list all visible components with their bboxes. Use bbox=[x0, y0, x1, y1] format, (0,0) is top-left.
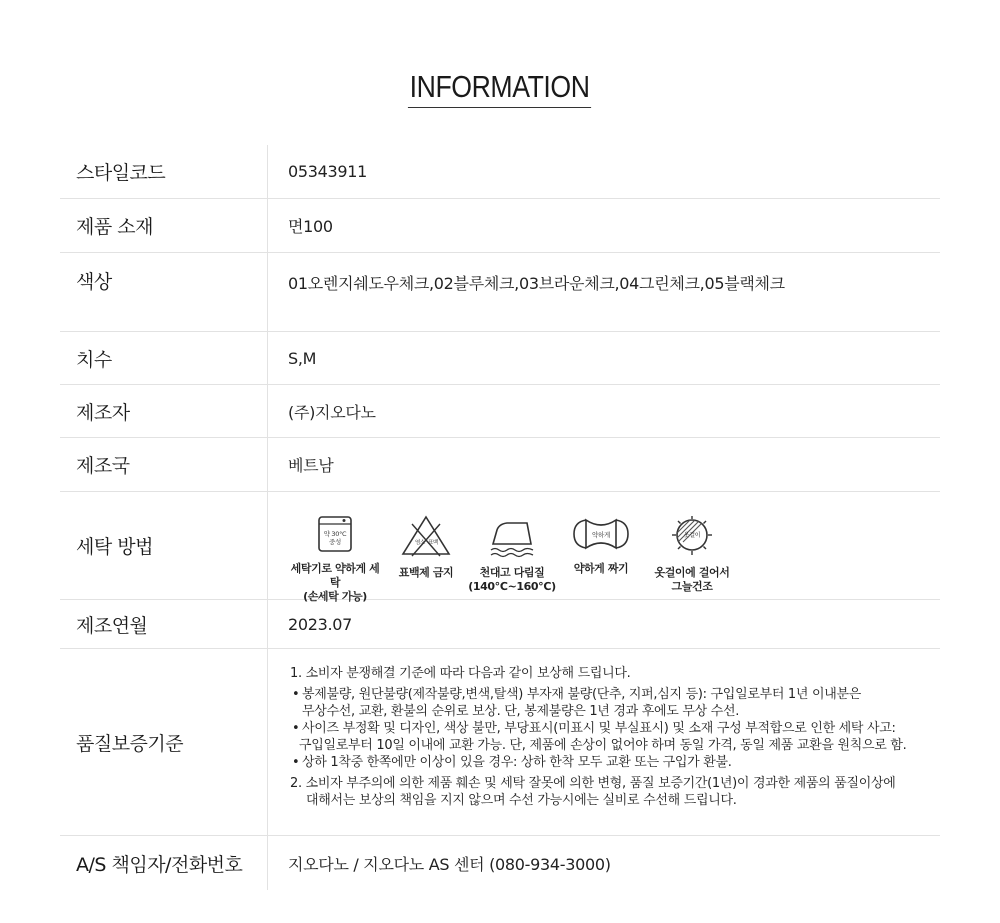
table-row bbox=[60, 649, 940, 836]
bleach-text-1: 염소 bbox=[414, 540, 426, 546]
quality-para-1: 1. 소비자 분쟁해결 기준에 따라 다음과 같이 보상해 드립니다. bbox=[290, 666, 631, 681]
date-label: 제조연월 bbox=[60, 600, 268, 648]
care-caption-line: 표백제 금지 bbox=[398, 566, 454, 579]
style-code-value: 05343911 bbox=[288, 162, 368, 181]
quality-line: • 상하 1착중 한쪽에만 이상이 있을 경우: 상하 한착 모두 교환 또는 구입가 환불. bbox=[302, 755, 732, 770]
material-label: 제품 소재 bbox=[60, 199, 268, 252]
care-caption-line: 천대고 다림질 bbox=[479, 566, 545, 579]
care-icons bbox=[268, 492, 940, 603]
table-row bbox=[60, 199, 940, 253]
quality-line: 무상수선, 교환, 환불의 순위로 보상. 단, 봉제불량은 1년 경과 후에도 무상 수선. bbox=[302, 704, 740, 719]
quality-bullet bbox=[290, 720, 940, 754]
color-label: 색상 bbox=[60, 253, 268, 331]
table-row bbox=[60, 385, 940, 438]
wring-gently-icon bbox=[570, 514, 632, 554]
as-value: 지오다노 / 지오다노 AS 센터 (080-934-3000) bbox=[288, 854, 611, 874]
wash-tub-30c-icon bbox=[315, 514, 355, 554]
country-label: 제조국 bbox=[60, 438, 268, 491]
quality-label: 품질보증기준 bbox=[60, 649, 268, 835]
country-value: 베트남 bbox=[288, 456, 334, 475]
page-title-wrap bbox=[0, 70, 1000, 108]
care-caption-line: 그늘건조 bbox=[671, 580, 713, 593]
quality-para-2 bbox=[290, 775, 940, 809]
color-value: 01오렌지쉐도우체크,02블루체크,03브라운체크,04그린체크,05블랙체크 bbox=[288, 274, 785, 293]
table-row bbox=[60, 492, 940, 603]
table-row bbox=[60, 600, 940, 649]
care-caption-line: 세탁기로 약하게 세탁 bbox=[290, 562, 380, 589]
quality-bullet bbox=[290, 686, 940, 720]
hang-dry-shade-icon bbox=[669, 514, 715, 558]
care-item bbox=[650, 514, 734, 594]
maker-label: 제조자 bbox=[60, 385, 268, 437]
date-value: 2023.07 bbox=[288, 614, 353, 634]
care-caption-line: (손세탁 가능) bbox=[303, 590, 367, 603]
bleach-text-2: 표백 bbox=[427, 540, 439, 546]
care-caption bbox=[290, 562, 380, 604]
care-caption bbox=[654, 566, 729, 594]
quality-line: 대해서는 보상의 책임을 지지 않으며 수선 가능시에는 실비로 수선해 드립니다. bbox=[306, 793, 737, 808]
table-row bbox=[60, 836, 940, 890]
care-item bbox=[468, 514, 556, 594]
info-table bbox=[60, 145, 940, 890]
as-label: A/S 책임자/전화번호 bbox=[60, 836, 268, 890]
care-item bbox=[394, 514, 458, 580]
wring-text: 약하게 bbox=[592, 531, 610, 539]
quality-text bbox=[268, 649, 940, 835]
style-code-label: 스타일코드 bbox=[60, 145, 268, 198]
care-caption bbox=[468, 566, 555, 594]
quality-line: 2. 소비자 부주의에 의한 제품 훼손 및 세탁 잘못에 의한 변형, 품질 보증기간(1년)이 경과한 제품의 품질이상에 bbox=[290, 776, 896, 791]
iron-icon bbox=[487, 514, 537, 558]
hang-text: 옷걸이 bbox=[683, 532, 701, 539]
size-value: S,M bbox=[288, 348, 317, 368]
care-item bbox=[566, 514, 636, 576]
size-label: 치수 bbox=[60, 332, 268, 384]
page-title: INFORMATION bbox=[408, 70, 591, 108]
care-caption bbox=[574, 562, 629, 576]
table-row bbox=[60, 332, 940, 385]
care-item bbox=[290, 514, 380, 604]
care-caption-line: 약하게 짜기 bbox=[573, 562, 629, 575]
care-caption-line: 옷걸이에 걸어서 bbox=[654, 566, 730, 579]
washing-label: 세탁 방법 bbox=[60, 492, 268, 599]
wash-neutral-text: 중성 bbox=[329, 538, 341, 546]
care-caption bbox=[399, 566, 454, 580]
maker-value: (주)지오다노 bbox=[288, 402, 376, 422]
wash-temp-text: 약 30°C bbox=[323, 530, 347, 538]
table-row bbox=[60, 253, 940, 332]
quality-line: 구입일로부터 10일 이내에 교환 가능. 단, 제품에 손상이 없어야 하며 동일 가격, 동일 제품 교환을 원칙으로 함. bbox=[299, 738, 907, 753]
material-value: 면100 bbox=[288, 217, 333, 236]
quality-line: • 봉제불량, 원단불량(제작불량,변색,탈색) 부자재 불량(단추, 지퍼,심지 등): 구입일로부터 1년 이내분은 bbox=[302, 687, 862, 702]
quality-line: • 사이즈 부정확 및 디자인, 색상 불만, 부당표시(미표시 및 부실표시) 및 소재 구성 부적합으로 인한 세탁 사고: bbox=[302, 721, 896, 736]
table-row bbox=[60, 438, 940, 492]
quality-bullet bbox=[290, 754, 940, 771]
care-caption-line: (140℃~160℃) bbox=[468, 580, 556, 593]
table-row bbox=[60, 145, 940, 199]
no-bleach-icon bbox=[400, 514, 452, 558]
